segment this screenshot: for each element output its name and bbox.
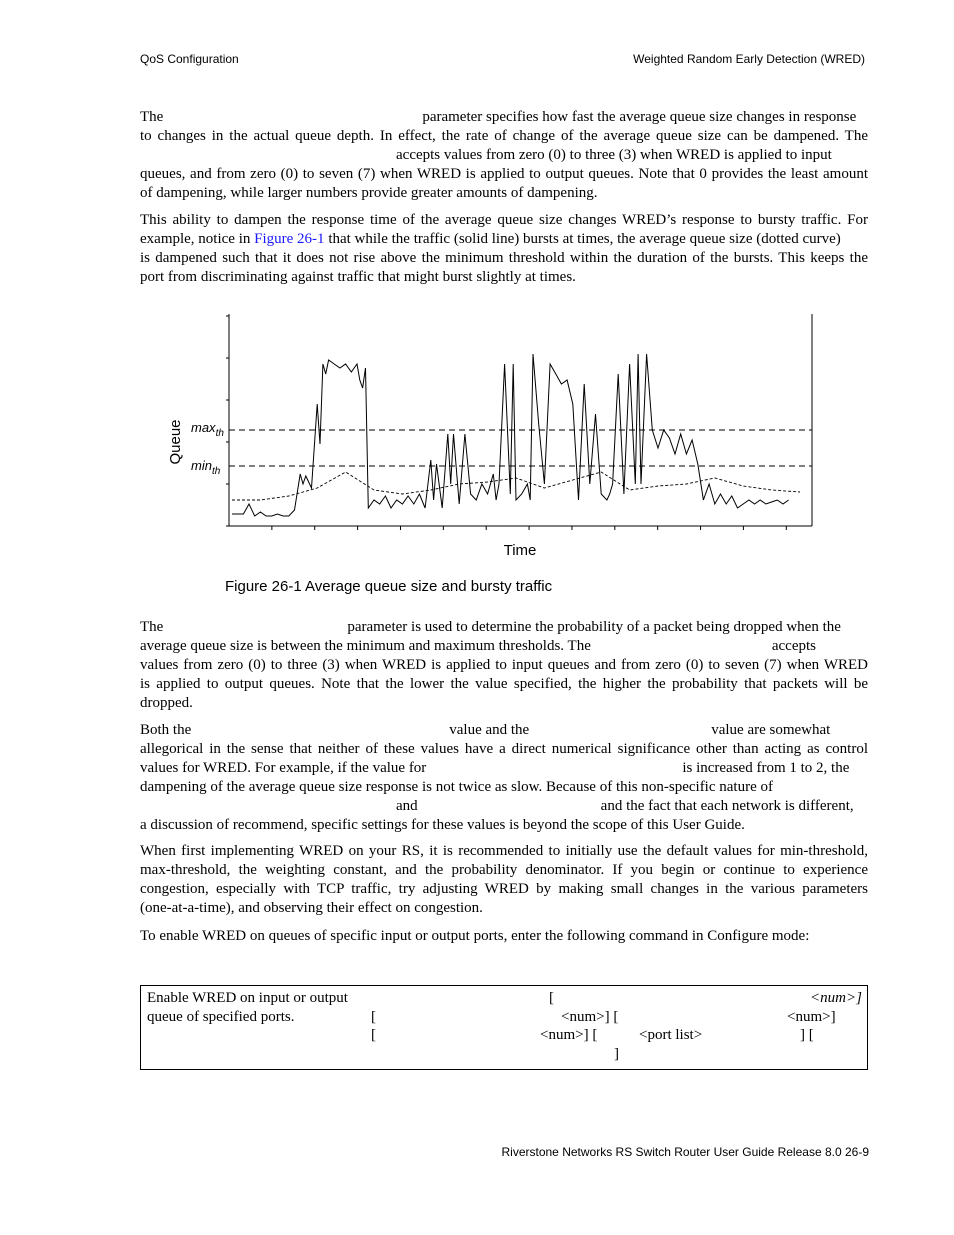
cmd-description-line1: Enable WRED on input or output (147, 990, 348, 1006)
footer: Riverstone Networks RS Switch Router User Guide Release 8.0 26-9 (501, 1145, 869, 1159)
cmd-r3-num: <num>] [ (540, 1027, 598, 1043)
min-threshold-label: $\min_{th}$ (191, 458, 221, 477)
max-threshold-label: $\max_{th}$ (191, 420, 224, 439)
cmd-r1-num: <num>] (810, 990, 862, 1006)
paragraph-first-implementing: When first implementing WRED on your RS, it is recommended to initially use the default values for min-threshold, max-threshold, the weighting constant, and the probability denominator. If you begin or continue to experience congestion, especially with TCP traffic, try adjusting WRED by making small changes in the various parameters (one-at-a-time), and observing their effect on congestion. (140, 843, 868, 916)
cmd-r2-num: <num>] [ (561, 1009, 619, 1025)
cmd-description-line2: queue of specified ports. (147, 1009, 295, 1025)
cmd-r3-port: <port list> (639, 1027, 703, 1043)
cmd-r2-num2: <num>] (787, 1009, 836, 1025)
figure-caption: Figure 26-1 Average queue size and bursty traffic (225, 578, 553, 595)
traffic-line (232, 354, 789, 516)
x-axis-label: Time (503, 542, 537, 559)
cmd-r3-bracket: [ (371, 1027, 376, 1043)
cmd-r1-bracket: [ (549, 990, 554, 1006)
paragraph-allegorical: Both the value and the value are somewhat allegorical in the sense that neither of these values have a direct numerical significance other than acting as control values for WRED. For example, if the value for is increased from 1 to 2, the dampening of the average queue size response is not twice as slow. Because of this non-specific nature of and and the fact that each network is different, a discussion of recommend, specific settings for these values is beyond the scope of this User Guide. (140, 722, 868, 833)
paragraph-dampen: This ability to dampen the response time of the average queue size changes WRED’s response to bursty traffic. For example, notice in Figure 26-1 that while the traffic (solid line) bursts at times, the average queue size (dotted curve) is dampened such that it does not rise above the minimum threshold within the duration of the bursts. This keeps the port from discriminating against traffic that might burst slightly at times. (140, 212, 868, 285)
paragraph-probability: The parameter is used to determine the probability of a packet being dropped when the average queue size is between the minimum and maximum thresholds. The accepts values from zero (0) to three (3) when WRED is applied to input queues and from zero (0) to seven (7) when WRED is applied to output queues. Note that the lower the value specified, the higher the probability that packets will be dropped. (140, 619, 868, 711)
paragraph-enable: To enable WRED on queues of specific input or output ports, enter the following command in Configure mode: (140, 928, 810, 944)
command-table (140, 985, 868, 1070)
y-axis-label: Queue (167, 419, 184, 465)
header-left: QoS Configuration (140, 52, 239, 66)
header-right: Weighted Random Early Detection (WRED) (633, 52, 865, 66)
figure-link[interactable]: Figure 26-1 (254, 231, 325, 247)
cmd-r2-bracket: [ (371, 1009, 376, 1025)
cmd-r4-end: ] (614, 1046, 619, 1062)
paragraph-weighting-constant: The parameter specifies how fast the average queue size changes in response to changes in the actual queue depth. In effect, the rate of change of the average queue size can be dampened. The accepts values from zero (0) to three (3) when WRED is applied to input queues, and from zero (0) to seven (7) when WRED is applied to output queues. Note that 0 provides the least amount of dampening, while larger numbers provide greater amounts of dampening. (140, 109, 868, 201)
chart-axes (226, 314, 812, 530)
queue-chart (160, 306, 830, 568)
cmd-r3-end: ] [ (800, 1027, 814, 1043)
